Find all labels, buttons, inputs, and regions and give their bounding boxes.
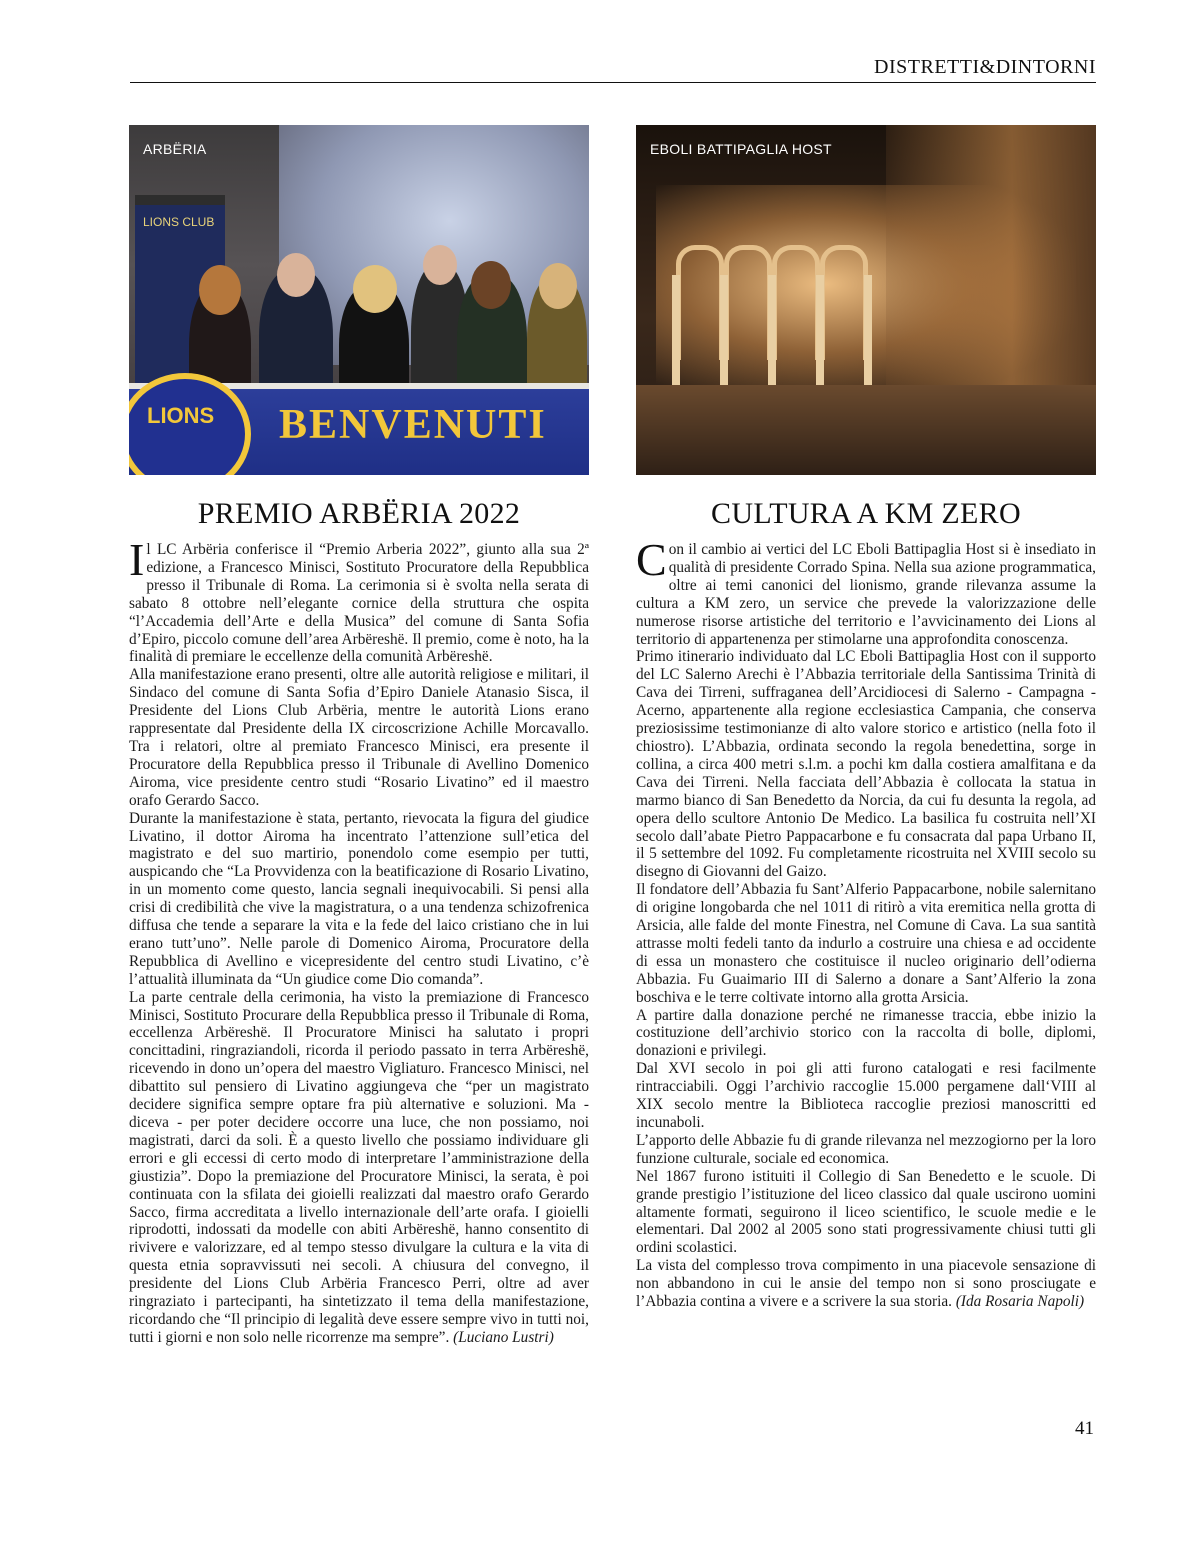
paragraph: L’apporto delle Abbazie fu di grande rilevanza nel mezzogiorno per la loro funzione culturale, sociale ed economica. [636,1131,1096,1167]
page-number: 41 [1075,1418,1094,1439]
paragraph: La vista del complesso trova compimento in una piacevole sensazione di non abbandono in cui le ansie del tempo non si sono prosciugate e l’Abbazia contina a vivere e a scrivere la sua storia. (Ida Rosaria Napoli) [636,1257,1096,1311]
dropcap: I [129,534,145,585]
author-credit: (Ida Rosaria Napoli) [955,1293,1085,1311]
dropcap: C [636,534,667,585]
section-name: DISTRETTI&DINTORNI [874,56,1096,78]
photo-tag: ARBËRIA [143,141,207,157]
paragraph: Nel 1867 furono istituiti il Collegio di San Benedetto e le scuole. Di grande prestigio l’istituzione del liceo classico dal quale uscirono uomini altamente formati, seguirono il liceo scientifico, le scuole medie e le elementari. Dal 2002 al 2005 sono stati progressivamente chiusi tutti gli ordini scolastici. [636,1167,1096,1257]
paragraph: Il fondatore dell’Abbazia fu Sant’Alferio Pappacarbone, nobile salernitano di origine longobarda che nel 1011 di ritirò a vita eremitica nella grotta di Arsicia, alle falde del monte Finestra, nel Comune di Cava. La sua santità attrasse molti fedeli tanto da indurlo a costruire una chiesa e ad occidente di essa un monastero che costituisce il nucleo originario dell’odierna Abbazia. Fu Guaimario III di Salerno a donare a Sant’Alferio la zona boschiva e le terre coltivate intorno alla grotta Arsicia. [636,881,1096,1006]
article-body [129,534,589,1347]
paragraph: Alla manifestazione erano presenti, oltre alle autorità religiose e militari, il Sindaco del comune di Santa Sofia d’Epiro Daniele Atanasio Sisca, il Presidente del Lions Club Arbëria, mentre le autorità Lions erano rappresentate dal Presidente della IX circoscrizione Achille Morcavallo. Tra i relatori, oltre al premiato Francesco Minisci, era presente il Procuratore della Repubblica presso il Tribunale di Avellino Domenico Airoma, vice presidente centro studi “Rosario Livatino” ed il maestro orafo Gerardo Sacco. [129,666,589,809]
paragraph: Durante la manifestazione è stata, pertanto, rievocata la figura del giudice Livatino, il dottor Airoma ha incentrato l’attenzione sull’etica del magistrato e del suo martirio, ponendolo come esempio per tutti, auspicando che “La Provvidenza con la beatificazione di Rosario Livatino, in un momento come questo, lancia segnali inequivocabili. Si pensi alla crisi di credibilità che vive la magistratura, o a una tendenza schizofrenica diffusa che tende a separare la vita e la fede del laico cristiano che in lui erano tutt’uno”. Nelle parole di Domenico Airoma, Procuratore della Repubblica di Avellino e vicepresidente del centro studi Livatino, c’è l’attualità illuminata da “Un giudice come Dio comanda”. [129,809,589,988]
article-premio-arberia [129,125,589,1347]
article-cultura-km-zero [636,125,1096,1311]
event-photo [129,125,589,475]
photo-tag: EBOLI BATTIPAGLIA HOST [650,141,832,157]
article-title: CULTURA A KM ZERO [711,497,1021,530]
article-title: PREMIO ARBËRIA 2022 [197,497,521,530]
paragraph: Con il cambio ai vertici del LC Eboli Battipaglia Host si è insediato in qualità di presidente Corrado Spina. Nella sua azione programmatica, oltre ai temi canonici del lionismo, grande rilevanza assume la cultura a KM zero, un service che prevede la valorizzazione delle numerose risorse artistiche del territorio e l’avvicinamento dei Lions al territorio di appartenenza per stimolarne una approfondita conoscenza. [636,534,1096,648]
article-body [636,534,1096,1311]
page-header [130,54,1096,83]
cloister-photo [636,125,1096,475]
welcome-banner-text: BENVENUTI [279,402,547,448]
lions-logo-text: LIONS [147,403,215,428]
lions-club-banner-text: LIONS CLUB [143,215,215,229]
author-credit: (Luciano Lustri) [453,1328,554,1346]
paragraph: Il LC Arbëria conferisce il “Premio Arberia 2022”, giunto alla sua 2ª edizione, a Francesco Minisci, Sostituto Procuratore della Repubblica presso il Tribunale di Roma. La cerimonia si è svolta nella serata di sabato 8 ottobre nell’elegante cornice della struttura che ospita “l’Accademia dell’Arte e della Musica” del comune di Santa Sofia d’Epiro, piccolo comune dell’area Arbëreshë. Il premio, come è noto, ha la finalità di premiare le eccellenze della comunità Arbëreshë. [129,534,589,666]
paragraph: A partire dalla donazione perché ne rimanesse traccia, ebbe inizio la costituzione dell’archivio storico con la raccolta di bolle, diplomi, donazioni e privilegi. [636,1006,1096,1060]
paragraph: Primo itinerario individuato dal LC Eboli Battipaglia Host con il supporto del LC Salerno Arechi è l’Abbazia territoriale della Santissima Trinità di Cava dei Tirreni, suffraganea dell’Arcidiocesi di Salerno - Campagna - Acerno, appartenente alla regione ecclesiastica Campania, che conserva preziosissime testimonianze di alto valore storico e artistico (nella foto il chiostro). L’Abbazia, ordinata secondo la regola benedettina, sorge in collina, a circa 400 metri s.l.m. a pochi km dalla costiera amalfitana e da Cava dei Tirreni. Nella facciata dell’Abbazia è collocata la statua in marmo bianco di San Benedetto da Norcia, da cui fu desunta la regola, ad opera dello scultore Antonio De Medico. La basilica fu costruita nell’XI secolo dall’abate Pietro Pappacarbone e fu consacrata dal papa Urbano II, il 5 settembre del 1092. Fu completamente ricostruita nel XVIII secolo su disegno di Giovanni del Gaizo. [636,648,1096,881]
paragraph: La parte centrale della cerimonia, ha visto la premiazione di Francesco Minisci, Sostituto Procurare della Repubblica presso il Tribunale di Roma, eccellenza Arbëreshë. Il Procuratore Minisci ha salutato i propri concittadini, ringraziandoli, ricorda il periodo passato in terra Arbëreshë, ricevendo in dono un’opera del maestro Vigliaturo. Francesco Minisci, nel dibattito sul pensiero di Livatino aggiungeva che “per un magistrato decidere significa sempre optare fra più alternative e soluzioni. Ma - diceva - per poter decidere occorre una luce, che non possiamo, noi magistrati, darci da soli. È a questo livello che possiamo individuare gli errori e gli eccessi di certo modo di interpretare l’amministrazione della giustizia”. Dopo la premiazione del Procuratore Minisci, la serata, è poi continuata con la sfilata dei gioielli realizzati dal maestro orafo Gerardo Sacco, firma accreditata a livello internazionale dell’arte orafa. I gioielli riprodotti, indossati da modelle con abiti Arbëreshë, hanno consentito di rivivere e valorizzare, ed al tempo stesso divulgare la cultura e la vita di questa etnia sopravvissuti nei secoli. A chiusura del convegno, il presidente del Lions Club Arbëria Francesco Perri, oltre ad aver ringraziato i partecipanti, ha sintetizzato il tema della manifestazione, ricordando che “Il principio di legalità deve essere sempre vivo in tutti noi, tutti i giorni e non solo nelle ricorrenze ma sempre”. (Luciano Lustri) [129,988,589,1346]
paragraph: Dal XVI secolo in poi gli atti furono catalogati e resi facilmente rintracciabili. Oggi l’archivio raccoglie 15.000 pergamene dall‘VIII al XIX secolo mentre la Biblioteca raccoglie preziosi manoscritti ed incunaboli. [636,1060,1096,1131]
